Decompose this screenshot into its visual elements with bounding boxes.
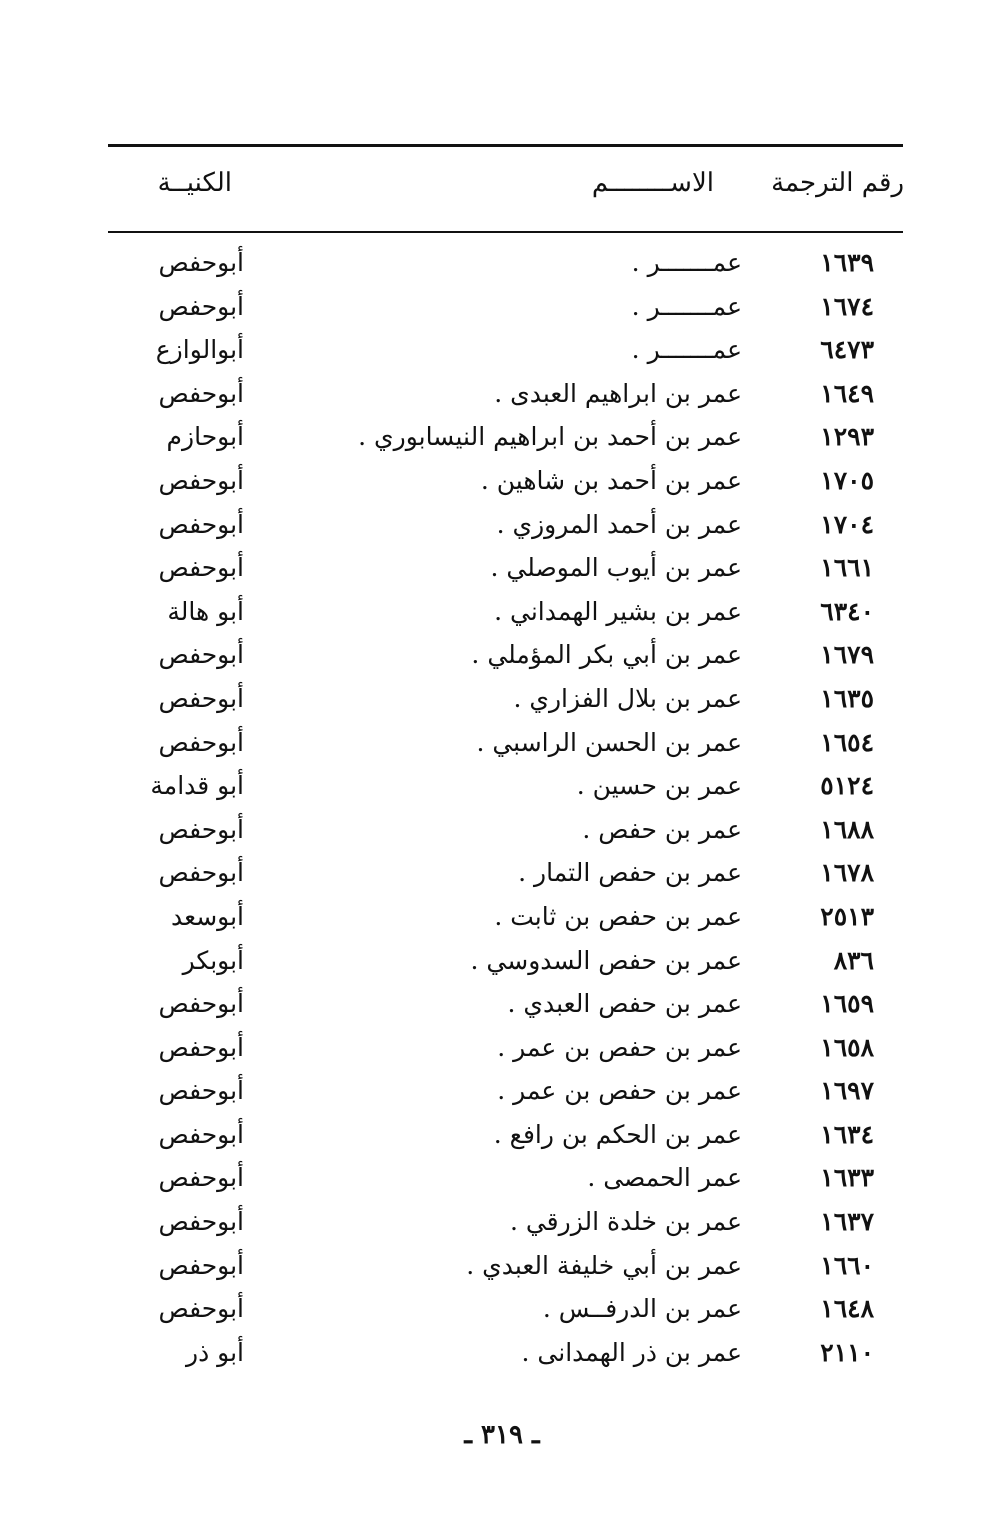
entry-number: ٢١١٠ (820, 1337, 874, 1367)
entry-kunya: أبوحفص (158, 465, 244, 495)
entry-name: عمر بن خلدة الزرقي . (509, 1207, 742, 1237)
entry-name: عمر بن أحمد بن شاهين . (480, 465, 742, 495)
entry-name: عمر بن الدرفــس . (542, 1294, 742, 1324)
entry-kunya: أبو ذر (186, 1337, 244, 1367)
entry-number: ١٦٤٩ (820, 378, 874, 408)
entry-name: عمر بن بلال الفزاري . (513, 683, 742, 713)
entry-kunya: أبوحفص (158, 291, 244, 321)
entry-kunya: أبوحفص (158, 683, 244, 713)
entry-kunya: أبوحفص (158, 640, 244, 670)
entry-name: عمر بن حفص بن عمر . (497, 1076, 742, 1106)
table-row (0, 853, 1004, 897)
entry-number: ١٦٣٩ (820, 248, 874, 277)
entry-number: ١٦٦١ (820, 553, 874, 583)
entry-kunya: أبوحفص (158, 553, 244, 583)
entry-number: ٥١٢٤ (820, 771, 874, 801)
table-row (0, 1289, 1004, 1333)
table-row (0, 1246, 1004, 1290)
table-row (0, 417, 1004, 461)
header-number-label: رقم الترجمة (771, 168, 904, 198)
entry-name: عمر بن حفص . (582, 814, 742, 844)
entry-kunya: أبوحفص (158, 858, 244, 888)
entry-name: عمر بن ذر الهمدانى . (521, 1337, 742, 1367)
entry-name: عمر بن بشير الهمداني . (494, 596, 742, 626)
entry-name: عمر بن حفص التمار . (518, 858, 742, 888)
table-row (0, 243, 1004, 287)
table-row (0, 1028, 1004, 1072)
table-row (0, 1333, 1004, 1377)
entry-name: عمر بن ابراهيم العبدى . (494, 378, 742, 408)
table-row (0, 287, 1004, 331)
entry-number: ١٦٧٤ (820, 291, 874, 321)
entry-number: ٦٣٤٠ (820, 596, 874, 626)
entry-name: عمر بن حفص العبدي . (507, 989, 742, 1019)
entry-number: ١٢٩٣ (820, 422, 874, 452)
table-row (0, 330, 1004, 374)
table-row (0, 505, 1004, 549)
table-row (0, 941, 1004, 985)
entry-kunya: أبوحفص (158, 509, 244, 539)
entry-name: عمر بن أبي خليفة العبدي . (466, 1250, 742, 1280)
table-row (0, 679, 1004, 723)
entry-number: ١٦٧٨ (820, 858, 874, 888)
header-rule (108, 231, 903, 233)
entry-kunya: أبوحفص (158, 814, 244, 844)
entry-name: عمر بن حفص بن عمر . (497, 1032, 742, 1062)
entry-kunya: أبوحازم (166, 422, 244, 452)
table-row (0, 548, 1004, 592)
entry-kunya: أبوالوازع (155, 335, 244, 365)
entry-number: ١٧٠٥ (820, 465, 874, 495)
entry-kunya: أبوحفص (158, 1119, 244, 1149)
entry-kunya: أبوبكر (182, 945, 244, 975)
entry-name: عمر بن حفص بن ثابت . (494, 901, 742, 931)
entry-kunya: أبوحفص (158, 1032, 244, 1062)
entry-kunya: أبوحفص (158, 727, 244, 757)
table-row (0, 1158, 1004, 1202)
top-rule (108, 144, 903, 147)
entry-number: ١٦٥٤ (820, 727, 874, 757)
table-row (0, 810, 1004, 854)
entries-table (0, 243, 1004, 1376)
entry-number: ١٦٥٩ (820, 989, 874, 1019)
entry-name: عمر بن الحسن الراسبي . (476, 727, 742, 757)
entry-number: ١٦٣٧ (820, 1207, 874, 1237)
entry-name: عمـــــــر . (631, 248, 742, 277)
entry-number: ١٦٨٨ (820, 814, 874, 844)
entry-number: ١٦٦٠ (820, 1250, 874, 1280)
entry-name: عمر بن حسين . (576, 771, 742, 801)
header-name-label: الاســــــــم (591, 168, 714, 198)
table-row (0, 766, 1004, 810)
table-row (0, 1202, 1004, 1246)
entry-number: ١٦٥٨ (820, 1032, 874, 1062)
table-row (0, 1115, 1004, 1159)
entry-kunya: أبو هالة (167, 596, 244, 626)
entry-kunya: أبوحفص (158, 1250, 244, 1280)
entry-number: ١٦٧٩ (820, 640, 874, 670)
entry-kunya: أبوحفص (158, 1076, 244, 1106)
entry-kunya: أبوحفص (158, 378, 244, 408)
entry-number: ١٦٩٧ (820, 1076, 874, 1106)
entry-kunya: أبوحفص (158, 248, 244, 277)
entry-number: ١٧٠٤ (820, 509, 874, 539)
table-row (0, 897, 1004, 941)
entry-number: ٨٣٦ (833, 945, 874, 975)
entry-number: ١٦٤٨ (820, 1294, 874, 1324)
page-number: ـ ٣١٩ ـ (464, 1420, 540, 1450)
entry-name: عمر بن الحكم بن رافع . (493, 1119, 742, 1149)
entry-name: عمـــــــر . (631, 335, 742, 365)
entry-kunya: أبوسعد (171, 901, 244, 931)
entry-kunya: أبوحفص (158, 1294, 244, 1324)
table-row (0, 723, 1004, 767)
entry-name: عمر بن أيوب الموصلي . (490, 553, 742, 583)
entry-name: عمر بن أبي بكر المؤملي . (471, 640, 742, 670)
entry-name: عمر بن حفص السدوسي . (470, 945, 742, 975)
table-row (0, 461, 1004, 505)
entry-name: عمـــــــر . (631, 291, 742, 321)
entry-number: ٢٥١٣ (820, 901, 874, 931)
table-row (0, 374, 1004, 418)
entry-kunya: أبوحفص (158, 1163, 244, 1193)
entry-name: عمر الحمصى . (587, 1163, 742, 1193)
entry-number: ١٦٣٤ (820, 1119, 874, 1149)
table-row (0, 984, 1004, 1028)
table-row (0, 635, 1004, 679)
header-kunya-label: الكنيــة (157, 168, 232, 198)
entry-kunya: أبوحفص (158, 1207, 244, 1237)
entry-name: عمر بن أحمد بن ابراهيم النيسابوري . (358, 422, 742, 452)
entry-number: ١٦٣٣ (820, 1163, 874, 1193)
entry-number: ٦٤٧٣ (820, 335, 874, 365)
entry-kunya: أبوحفص (158, 989, 244, 1019)
table-row (0, 592, 1004, 636)
table-row (0, 1071, 1004, 1115)
entry-name: عمر بن أحمد المروزي . (496, 509, 742, 539)
entry-number: ١٦٣٥ (820, 683, 874, 713)
entry-kunya: أبو قدامة (150, 771, 244, 801)
